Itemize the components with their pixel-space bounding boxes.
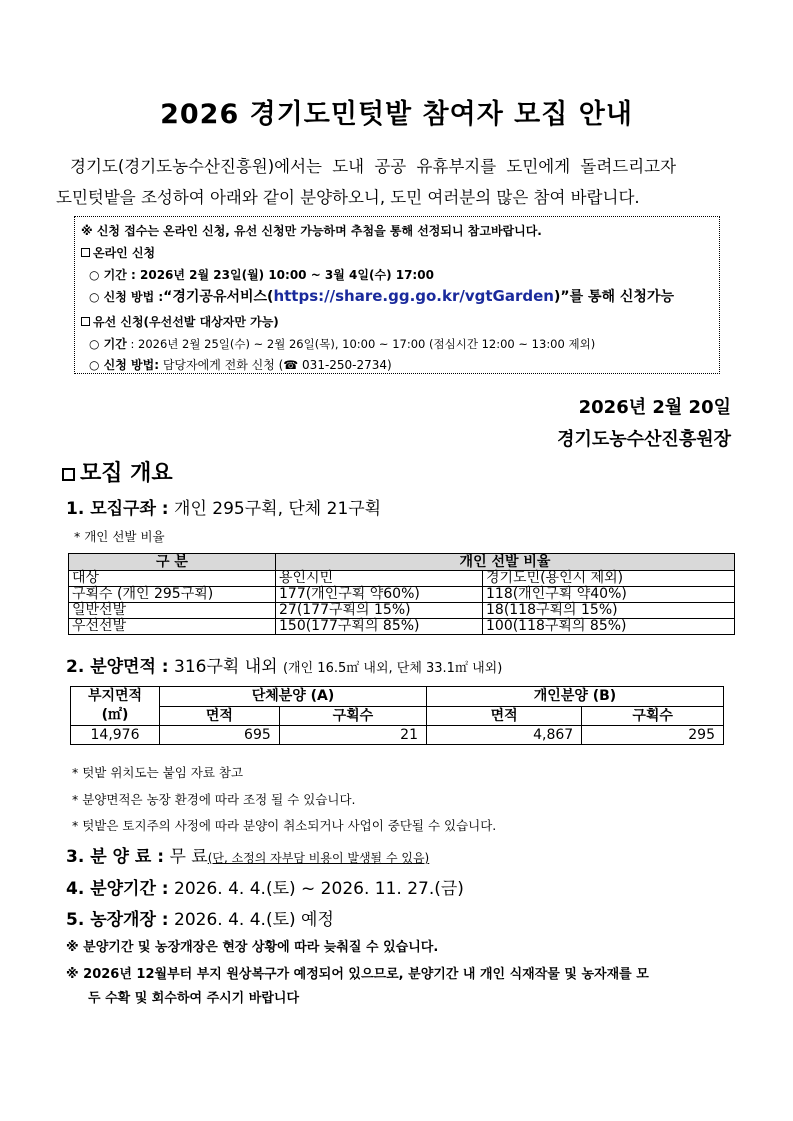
checkbox-square-icon [81, 248, 90, 257]
item-fee: 3. 분 양 료 : 무 료(단, 소정의 자부담 비용이 발생될 수 있음) [66, 847, 430, 867]
table-row: 우선선발 150(177구획의 85%) 100(118구획의 85%) [69, 619, 735, 635]
selection-ratio-table [68, 553, 735, 635]
ratio-caption: * 개인 선발 비율 [74, 529, 165, 544]
note-cancellation: * 텃밭은 토지주의 사정에 따라 분양이 취소되거나 사업이 중단될 수 있습니다. [72, 818, 497, 833]
item-allotment-area: 2. 분양면적 : 316구획 내외 (개인 16.5㎡ 내외, 단체 33.1㎡ 내외) [66, 657, 503, 677]
individual-allotment-header: 개인분양 (B) [426, 687, 723, 707]
online-heading: 온라인 신청 [81, 244, 155, 261]
phone-heading: 유선 신청(우선선발 대상자만 가능) [81, 313, 279, 330]
table-row: 구획수 (개인 295구획) 177(개인구획 약60%) 118(개인구획 약40%) [69, 587, 735, 603]
allotment-area-table: 부지면적 (㎡) 단체분양 (A) 개인분양 (B) 면적 구획수 면적 구획수 14,976 695 21 4,867 295 [70, 686, 724, 745]
ratio-header-ratio: 개인 선발 비율 [276, 554, 735, 571]
section-heading: 모집 개요 [62, 456, 173, 487]
checkbox-square-icon [62, 468, 75, 481]
table-row: 14,976 695 21 4,867 295 [71, 726, 724, 745]
site-area-header: 부지면적 (㎡) [71, 687, 160, 726]
intro-line-2: 도민텃밭을 조성하여 아래와 같이 분양하오니, 도민 여러분의 많은 참여 바랍니다. [56, 188, 640, 207]
note-area-adjustment: * 분양면적은 농장 환경에 따라 조정 될 수 있습니다. [72, 792, 356, 807]
table-row: 일반선발 27(177구획의 15%) 18(118구획의 15%) [69, 603, 735, 619]
item-recruitment-slots: 1. 모집구좌 : 개인 295구획, 단체 21구획 [66, 499, 382, 519]
note-location-map: * 텃밭 위치도는 붙임 자료 참고 [72, 765, 244, 780]
notice-date: 2026년 2월 20일 [578, 397, 731, 418]
online-method: ○ 신청 방법 :“경기공유서비스(https://share.gg.go.kr/vgtGarden)”를 통해 신청가능 [89, 287, 674, 305]
page-title: 2026 경기도민텃밭 참여자 모집 안내 [160, 99, 633, 130]
item-farm-opening: 5. 농장개장 : 2026. 4. 4.(토) 예정 [66, 910, 334, 930]
item-allotment-period: 4. 분양기간 : 2026. 4. 4.(토) ~ 2026. 11. 27.(금) [66, 879, 464, 899]
warning-restoration-1: ※ 2026년 12월부터 부지 원상복구가 예정되어 있으므로, 분양기간 내 개인 식재작물 및 농자재를 모 [66, 967, 649, 982]
intro-line-1: 경기도(경기도농수산진흥원)에서는 도내 공공 유휴부지를 도민에게 돌려드리고자 [70, 157, 677, 176]
phone-period: ○ 기간 : 2026년 2월 25일(수) ~ 2월 26일(목), 10:00 ~ 17:00 (점심시간 12:00 ~ 13:00 제외) [89, 337, 596, 351]
application-notice-box [74, 216, 720, 374]
checkbox-square-icon [81, 317, 90, 326]
online-period: ○ 기간 : 2026년 2월 23일(월) 10:00 ~ 3월 4일(수) 17:00 [89, 268, 434, 282]
share-service-link[interactable]: https://share.gg.go.kr/vgtGarden [273, 287, 554, 305]
issuing-organization: 경기도농수산진흥원장 [557, 429, 731, 450]
phone-method: ○ 신청 방법: 담당자에게 전화 신청 (☎ 031-250-2734) [89, 358, 392, 372]
ratio-header-category: 구 분 [69, 554, 276, 571]
warning-delay: ※ 분양기간 및 농장개장은 현장 상황에 따라 늦춰질 수 있습니다. [66, 940, 439, 955]
notice-headline: ※ 신청 접수는 온라인 신청, 유선 신청만 가능하며 추첨을 통해 선정되니 참고바랍니다. [81, 224, 542, 238]
group-allotment-header: 단체분양 (A) [160, 687, 427, 707]
warning-restoration-2: 두 수확 및 회수하여 주시기 바랍니다 [88, 991, 299, 1006]
table-row: 대상 용인시민 경기도민(용인시 제외) [69, 571, 735, 587]
